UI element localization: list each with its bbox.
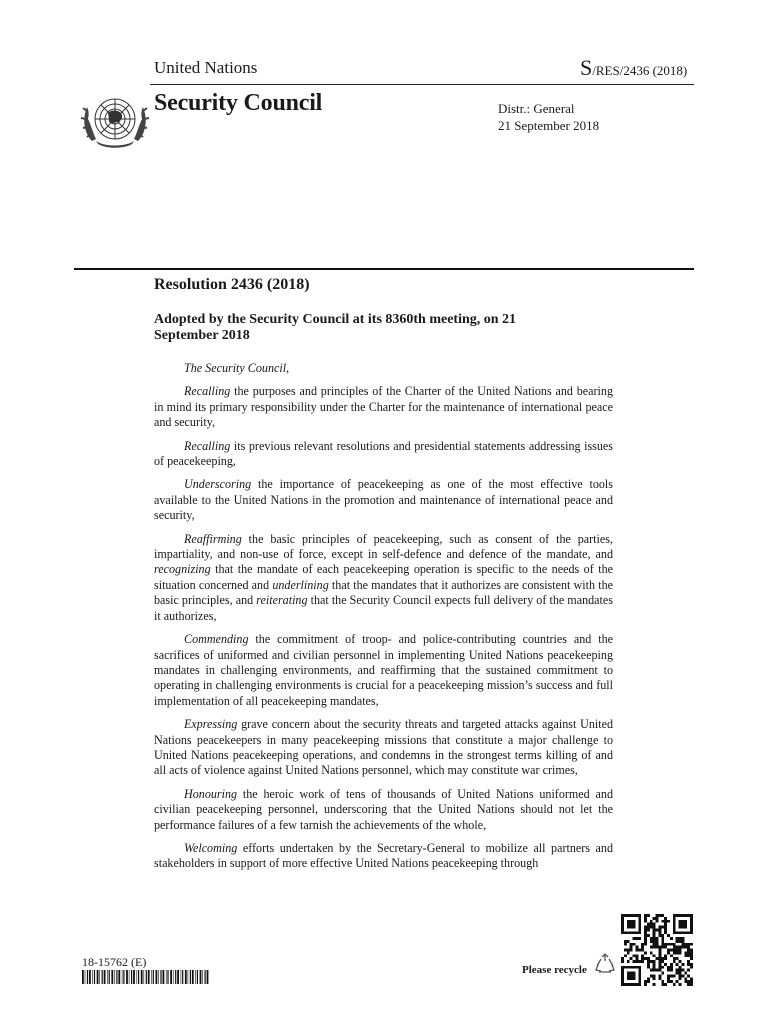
- paragraph: [154, 439, 613, 470]
- header-divider: [150, 84, 694, 85]
- resolution-title: Resolution 2436 (2018): [154, 276, 310, 293]
- paragraph-lead: The Security Council: [184, 361, 287, 375]
- distribution-label: Distr.: General: [498, 101, 575, 116]
- paragraph-lead: Honouring: [184, 786, 238, 801]
- paragraph-text: its previous relevant resolutions and presidential statements addressing issues of peacekeeping,: [154, 438, 613, 469]
- organ-title: Security Council: [154, 90, 323, 116]
- paragraph-lead: Reaffirming: [184, 531, 242, 546]
- paragraph: [154, 717, 613, 779]
- paragraph-text: that the mandates that it authorizes are consistent with the basic principles, and: [154, 577, 614, 608]
- document-date: 21 September 2018: [498, 118, 600, 133]
- recycle-icon: [594, 953, 616, 975]
- paragraph-text: that the Security Council expects full delivery of the mandates it authorizes,: [154, 593, 613, 623]
- symbol-rest: /RES/2436 (2018): [592, 63, 688, 78]
- paragraph-text: that the mandate of each peacekeeping operation is specific to the needs of the situation concerned and: [154, 562, 613, 592]
- document-symbol: [580, 55, 687, 81]
- paragraph-text: the commitment of troop- and police-contributing countries and the sacrifices of uniformed and civilian personnel in implementing United Nations peacekeeping mandates in challenging environments, and reaffirming that the sustained commitment to operating in challenging environments is crucial for a peacekeeping mission’s success and full implementation of all peacekeeping mandates,: [154, 632, 613, 708]
- paragraph-text: the basic principles of peacekeeping, such as consent of the parties, impartiality, and non-use of force, except in self-defence and defence of the mandate, and: [154, 531, 613, 562]
- paragraph-lead: reiterating: [256, 593, 308, 608]
- paragraph-text: the importance of peacekeeping as one of the most effective tools available to the United Nations in the promotion and maintenance of international peace and security,: [154, 477, 613, 523]
- paragraph-text: the purposes and principles of the Charter of the United Nations and bearing in mind its primary responsibility under the Charter for the maintenance of international peace and security,: [154, 384, 613, 430]
- paragraph-lead: Recalling: [184, 384, 231, 399]
- paragraph-lead: Expressing: [184, 717, 238, 732]
- paragraph-text: grave concern about the security threats and targeted attacks against United Nations peacekeepers in many peacekeeping missions that constitute a major challenge to United Nations peacekeeping operations, and condemns in the strongest terms killing of and all acts of violence against United Nations personnel, which may constitute war crimes,: [154, 717, 613, 778]
- paragraph-text: the heroic work of tens of thousands of United Nations uniformed and civilian peacekeeping personnel, underscoring that the United Nations should not let the performance failures of a few tarnish the achievements of the whole,: [154, 786, 613, 832]
- paragraph-lead: Recalling: [184, 438, 231, 453]
- organization-name: United Nations: [154, 58, 258, 77]
- document-number: 18-15762 (E): [82, 955, 147, 969]
- distribution-info: [498, 100, 599, 134]
- paragraph: [154, 361, 613, 376]
- symbol-prefix: S: [580, 55, 593, 80]
- adoption-statement: Adopted by the Security Council at its 8360th meeting, on 21 September 2018: [154, 312, 517, 343]
- paragraph: [154, 787, 613, 833]
- paragraph-lead: underlining: [272, 577, 329, 592]
- resolution-body: [154, 361, 613, 880]
- paragraph: [154, 384, 613, 430]
- barcode-icon: [82, 970, 210, 984]
- paragraph: [154, 632, 613, 709]
- paragraph-lead: Welcoming: [184, 840, 238, 855]
- qr-code-icon: [621, 914, 693, 986]
- paragraph-text: efforts undertaken by the Secretary-General to mobilize all partners and stakeholders in support of more effective United Nations peacekeeping through: [154, 840, 613, 871]
- paragraph-lead: Commending: [184, 632, 249, 647]
- un-emblem-icon: [78, 89, 152, 153]
- paragraph: [154, 477, 613, 523]
- paragraph: [154, 532, 613, 624]
- title-divider: [74, 268, 694, 270]
- paragraph: [154, 841, 613, 872]
- paragraph-text: ,: [286, 361, 290, 375]
- paragraph-lead: Underscoring: [184, 477, 252, 492]
- recycle-label: Please recycle: [522, 964, 587, 976]
- paragraph-lead: recognizing: [154, 562, 211, 577]
